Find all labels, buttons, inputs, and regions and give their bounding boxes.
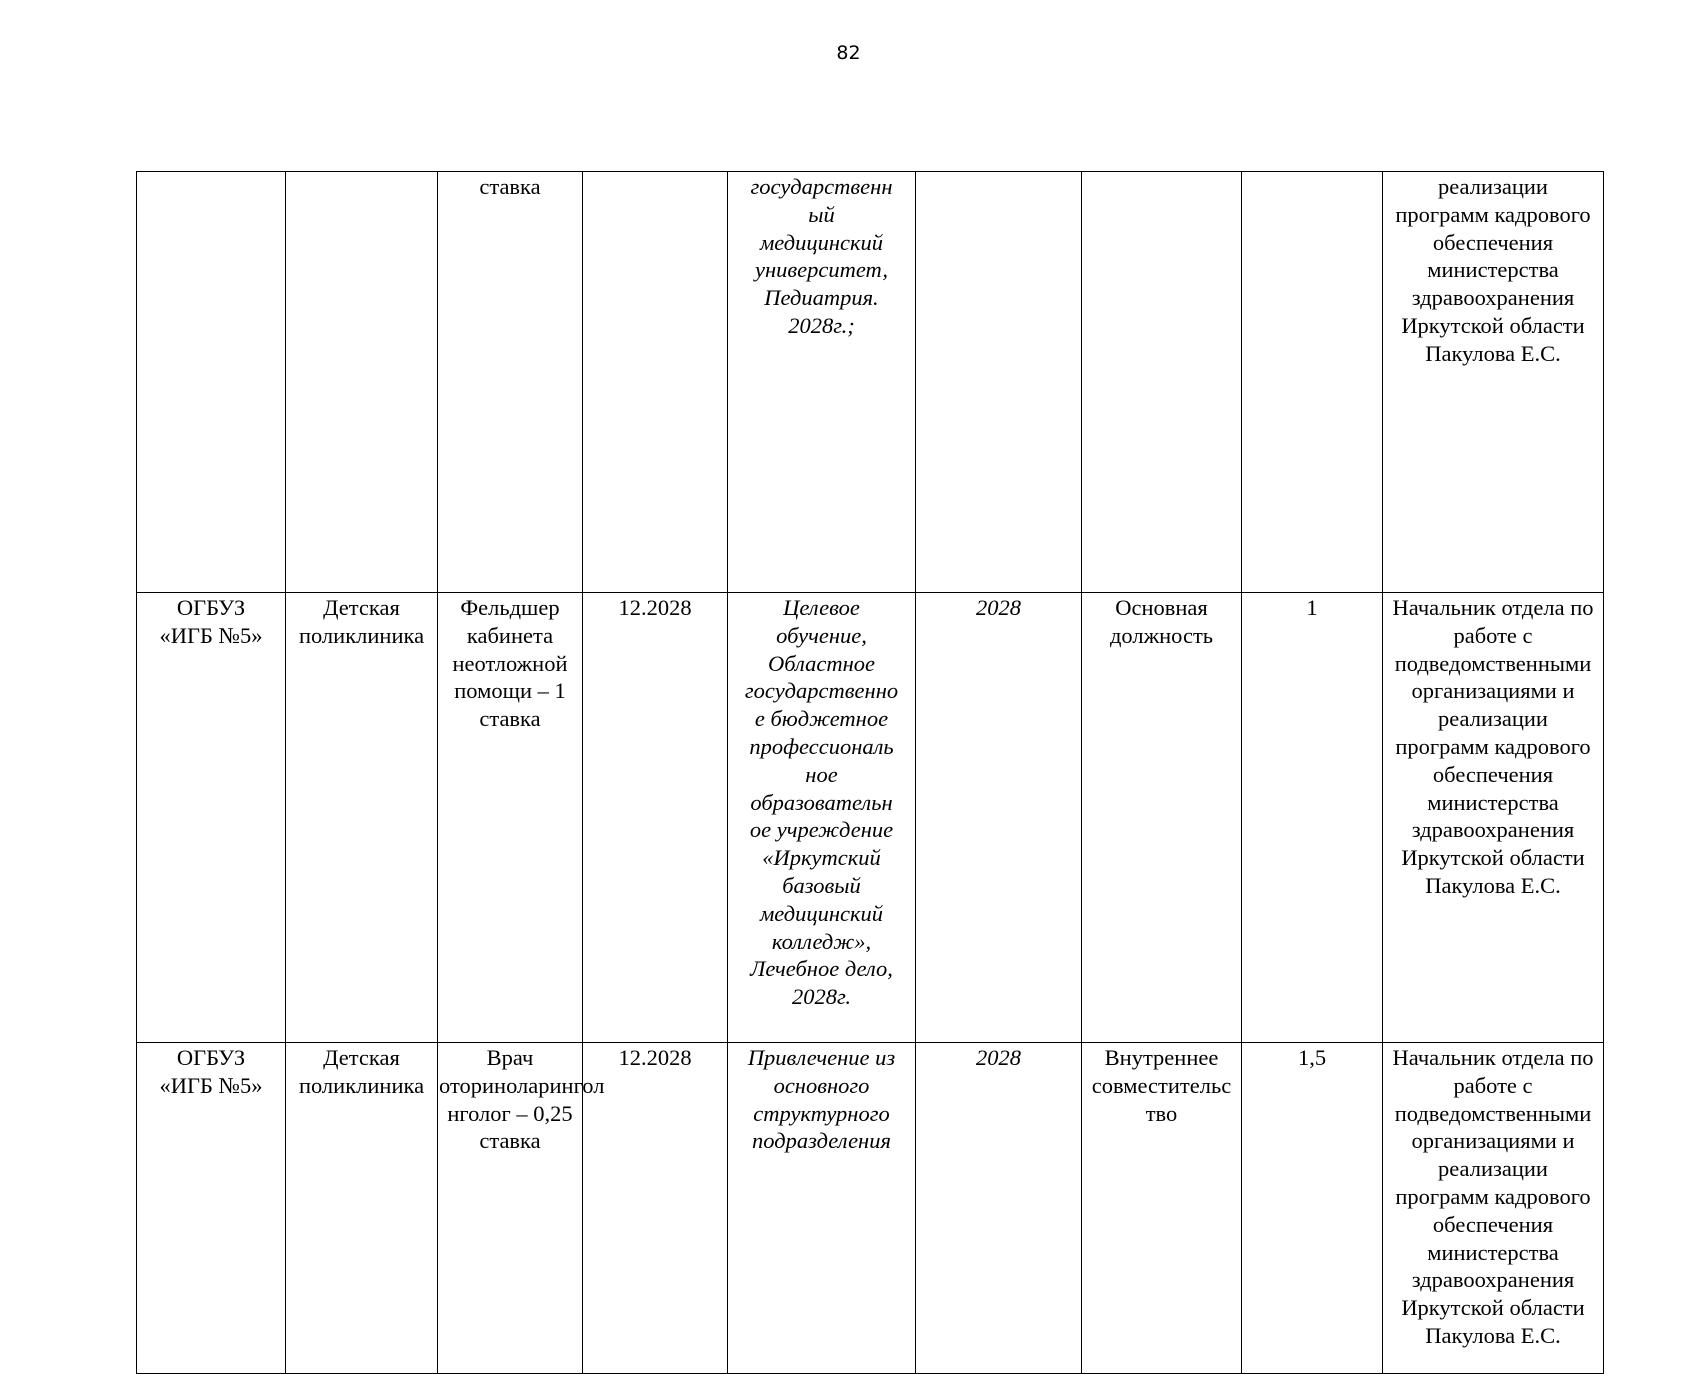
cell-text-line: Фельдшер <box>460 595 560 620</box>
cell-text-line: «Иркутский <box>762 845 881 871</box>
cell-text-line: поликлиника <box>298 622 425 648</box>
cell-text-line: государственн <box>750 174 893 199</box>
cell-text-line: ОГБУЗ <box>176 595 246 620</box>
cell-text-line: ое учреждение <box>749 817 894 843</box>
cell-text-line: Пакулова Е.С. <box>1425 340 1561 366</box>
cell-rate <box>1242 1043 1383 1374</box>
staffing-table <box>136 171 1604 1374</box>
cell-text-line: Врач <box>486 1045 534 1070</box>
cell-unit <box>286 172 438 593</box>
cell-text-line: обучение, <box>776 622 867 648</box>
cell-text: 12.2028 <box>618 595 692 620</box>
cell-text-line: Лечебное дело, <box>750 956 893 982</box>
cell-responsible <box>1383 1043 1604 1374</box>
cell-text-line: нголог – 0,25 <box>447 1100 573 1126</box>
cell-text-line: должность <box>1109 622 1214 648</box>
cell-text-line: Основная <box>1115 595 1208 620</box>
cell-unit <box>286 1043 438 1374</box>
cell-unit <box>286 593 438 1043</box>
cell-text-line: программ кадрового <box>1395 201 1591 227</box>
cell-text-line: Детская <box>323 1045 400 1070</box>
cell-text-line: подведомственными <box>1394 1100 1592 1126</box>
cell-text-line: Иркутской области <box>1401 312 1585 338</box>
cell-text-line: Пакулова Е.С. <box>1425 1322 1561 1348</box>
cell-text: 2028 <box>976 1045 1021 1070</box>
cell-year <box>916 1043 1082 1374</box>
cell-year <box>916 593 1082 1043</box>
cell-position <box>438 172 583 593</box>
cell-text-line: поликлиника <box>298 1072 425 1098</box>
cell-rate <box>1242 593 1383 1043</box>
cell-text-line: структурного <box>753 1100 890 1126</box>
cell-responsible <box>1383 172 1604 593</box>
cell-text-line: основного <box>773 1072 870 1098</box>
cell-text-line: «ИГБ №5» <box>159 622 263 648</box>
cell-text: 12.2028 <box>618 1045 692 1070</box>
cell-text-line: помощи – 1 <box>454 678 566 704</box>
cell-employment-type <box>1082 172 1242 593</box>
cell-text-line: Начальник отдела по <box>1392 595 1594 620</box>
cell-text-line: министерства <box>1427 257 1559 283</box>
cell-text-line: министерства <box>1427 1239 1559 1265</box>
cell-text-line: ставка <box>479 1128 541 1154</box>
cell-source <box>728 593 916 1043</box>
cell-year <box>916 172 1082 593</box>
cell-source <box>728 1043 916 1374</box>
cell-text-line: Педиатрия. <box>764 285 879 311</box>
cell-text-line: медицинский <box>759 900 884 926</box>
cell-text-line: медицинский <box>759 229 884 255</box>
cell-text-line: работе с <box>1453 1072 1533 1098</box>
cell-text-line: базовый <box>782 872 861 898</box>
cell-text-line: подразделения <box>752 1128 891 1154</box>
cell-text-line: здравоохранения <box>1411 1267 1575 1293</box>
cell-position <box>438 593 583 1043</box>
page-number: 82 <box>836 42 861 64</box>
cell-text: 1,5 <box>1297 1045 1327 1070</box>
cell-organization <box>137 172 286 593</box>
cell-text-line: государственно <box>744 678 899 704</box>
table-row <box>137 172 1604 593</box>
cell-text-line: ый <box>808 201 835 227</box>
cell-text-line: обеспечения <box>1432 761 1554 787</box>
cell-text-line: Детская <box>323 595 400 620</box>
cell-text-line: колледж», <box>771 928 872 954</box>
cell-date <box>583 1043 728 1374</box>
cell-text-line: кабинета <box>466 622 554 648</box>
cell-date <box>583 172 728 593</box>
cell-organization <box>137 593 286 1043</box>
cell-text-line: тво <box>1145 1100 1178 1126</box>
cell-date <box>583 593 728 1043</box>
cell-responsible <box>1383 593 1604 1043</box>
cell-text-line: Привлечение из <box>747 1045 896 1070</box>
cell-text-line: программ кадрового <box>1395 1183 1591 1209</box>
cell-text-line: обеспечения <box>1432 1211 1554 1237</box>
cell-text-line: ставка <box>479 706 541 732</box>
cell-text-line: неотложной <box>452 650 568 676</box>
cell-text-line: Внутреннее <box>1104 1045 1219 1070</box>
cell-text-line: здравоохранения <box>1411 285 1575 311</box>
cell-text-line: Областное <box>768 650 875 676</box>
cell-text-line: Иркутской области <box>1401 1295 1585 1321</box>
cell-employment-type <box>1082 1043 1242 1374</box>
cell-text: 1 <box>1306 595 1318 620</box>
cell-rate <box>1242 172 1383 593</box>
cell-text-line: обеспечения <box>1432 229 1554 255</box>
cell-text-line: организациями и <box>1411 678 1575 704</box>
cell-organization <box>137 1043 286 1374</box>
cell-text-line: здравоохранения <box>1411 817 1575 843</box>
cell-text-line: Начальник отдела по <box>1392 1045 1594 1070</box>
cell-text-line: организациями и <box>1411 1128 1575 1154</box>
cell-text: 2028 <box>976 595 1021 620</box>
cell-position <box>438 1043 605 1374</box>
cell-text-line: реализации <box>1438 1156 1548 1182</box>
cell-text-line: Целевое <box>783 595 860 620</box>
cell-text-line: Пакулова Е.С. <box>1425 872 1561 898</box>
cell-text-line: министерства <box>1427 789 1559 815</box>
cell-text-line: реализации <box>1438 706 1548 732</box>
cell-employment-type <box>1082 593 1242 1043</box>
cell-text-line: профессиональ <box>749 733 894 759</box>
cell-text-line: работе с <box>1453 622 1533 648</box>
cell-text-line: подведомственными <box>1394 650 1592 676</box>
cell-text-line: «ИГБ №5» <box>159 1072 263 1098</box>
cell-text-line: ОГБУЗ <box>176 1045 246 1070</box>
cell-text-line: реализации <box>1438 174 1548 199</box>
cell-text-line: университет, <box>754 257 888 283</box>
cell-text-line: ное <box>805 761 838 787</box>
cell-source <box>728 172 916 593</box>
cell-text-line: 2028г. <box>791 984 852 1010</box>
cell-text-line: образовательн <box>750 789 893 815</box>
cell-text-line: е бюджетное <box>754 706 889 732</box>
cell-text-line: совместительс <box>1091 1072 1232 1098</box>
table-row <box>137 1043 1604 1374</box>
cell-text-line: ставка <box>479 174 541 199</box>
table-row <box>137 593 1604 1043</box>
cell-text-line: Иркутской области <box>1401 845 1585 871</box>
cell-text-line: оториноларингол <box>439 1072 605 1098</box>
cell-text-line: программ кадрового <box>1395 733 1591 759</box>
cell-text-line: 2028г.; <box>788 312 855 338</box>
